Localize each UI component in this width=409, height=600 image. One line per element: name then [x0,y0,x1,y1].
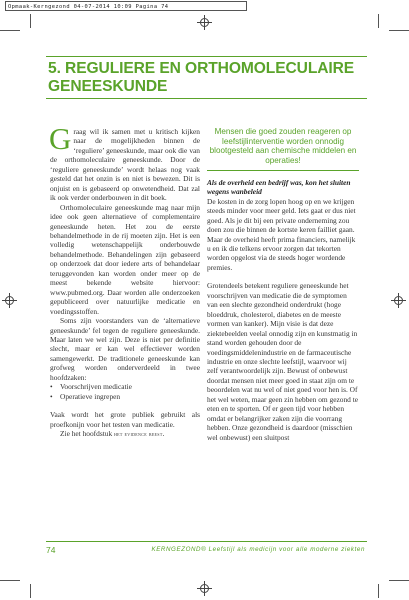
left-paragraph-3: Soms zijn voorstanders van de ‘alternatieve geneeskunde’ fel tegen de reguliere geneeskunde. Maar laten we wel zijn. Deze is niet per definitie slecht, maar er kan wel effectiever worden samengewerkt. De traditionele geneeskunde kan grofweg worden onderverdeeld in twee hoofdzaken: [50,316,200,382]
pull-quote: Mensen die goed zouden reageren op leefstijlinterventie worden onnodig blootgesteld aan chemische middelen en operaties! [207,127,359,171]
crop-mark-bottom-right-h [389,580,409,581]
left-paragraph-4: Vaak wordt het grote publiek gebruikt als proefkonijn voor het testen van medicatie. [50,410,200,429]
chapter-reference: het evidence beest [113,431,163,439]
right-paragraph-1: De kosten in de zorg lopen hoog op en we krijgen steeds minder voor meer geld. Iets gaat er dus niet goed. Als je dit bij een private onderneming zou doen zou die binnen de kortste keren failliet gaan. Maar de overheid heeft prima financiers, namelijk u en ik die telkens ervoor zorgen dat tekorten worden opgelost via de steeds hoger wordende premies. [207,196,356,272]
left-paragraph-5-end: . [162,429,165,439]
running-footer: KERNGEZOND® Leefstijl als medicijn voor alle moderne ziekten [151,546,365,553]
list-item-text: Operatieve ingrepen [60,391,121,401]
registration-mark-right [394,296,403,305]
right-column [207,127,359,442]
drop-cap: G [49,121,72,156]
left-paragraph-1 [49,121,200,203]
paragraph-gap [207,272,359,281]
section-lead: Als de overheid een bedrijf was, kon het sluiten wegens wanbeleid [207,177,351,197]
crop-mark-top-left-v [30,14,31,28]
crop-mark-bottom-right-v [378,584,379,598]
registration-mark-left [5,296,14,305]
crop-mark-top-right-v [378,14,379,28]
paragraph-gap [50,401,200,410]
crop-mark-top-left-h [0,30,20,31]
registration-mark-bottom [200,584,209,593]
chapter-title-line-2: GENEESKUNDE [48,78,168,95]
list-item [50,382,200,391]
bullet-symbol: • [50,391,53,401]
left-paragraph-2: Orthomoleculaire geneeskunde mag naar mijn idee ook geen alternatieve of complementaire geneeskunde heten. Het zou de eerste behandelmethode in de rij moeten zijn. Het is een volledig wetenschappelijk onderbouwde behandelmethode. Behandelingen zijn gebaseerd op onderzoek dat door iedere arts of behandelaar teruggevonden kan worden onder meer op de meest bekende website hiervoor: www.pubmed.org. Daar worden alle onderzoeken gepubliceerd over natuurlijke medicatie en voedingsstoffen. [50,202,200,316]
list-item [50,392,200,401]
crop-mark-bottom-left-v [30,584,31,598]
bullet-list [50,382,200,401]
crop-mark-top-right-h [389,30,409,31]
bullet-symbol: • [50,382,53,392]
left-paragraph-5-text: Zie het hoofdstuk [60,429,114,439]
footer-rule [46,541,367,542]
left-paragraph-5 [50,429,200,439]
right-paragraph-2: Grotendeels betekent reguliere geneeskunde het voorschrijven van medicatie die de symptomen van een slechte gezondheid onderdrukt (hoge bloeddruk, cholesterol, diabetes en de meeste vormen van kanker). Mijn visie is dat deze ziektebeelden veelal onnodig zijn en kunstmatig in stand worden gehouden door de voedingsmiddelenindustrie en de farmaceutische industrie en onze slechte leefstijl, waarvoor wij zelf verantwoordelijk zijn. Bewust of onbewust doordat mensen niet meer goed in staat zijn om te beoordelen wat nu wel of niet goed voor hen is. Of het wel weten, maar geen zin hebben om gezond te eten en te sporten. Of er geen tijd voor hebben omdat er belangrijker zaken zijn die voorrang hebben. Onze gezondheid is daardoor (misschien wel onbewust) een sluitpost [207,281,359,442]
left-column [49,121,200,440]
left-paragraph-1-text: raag wil ik samen met u kritisch kijken naar de mogelijkheden binnen de ‘reguliere’ geneeskunde, maar ook die van de orthomoleculaire geneeskunde. Door de ‘reguliere geneeskunde’ wordt helaas nog vaak gesteld dat het onzin is en niet is bewezen. Dit is onjuist en is gebaseerd op onwetendheid. Dat zal ik ook verder onderbouwen in dit boek. [50,127,200,203]
page-number: 74 [46,545,56,555]
chapter-title-line-1: 5. REGULIERE EN ORTHOMOLECULAIRE [48,60,355,77]
chapter-title [46,56,367,99]
registration-mark-top [200,18,209,27]
crop-mark-bottom-left-h [0,580,20,581]
list-item-text: Voorschrijven medicatie [60,382,132,392]
print-slug: Opmaak-Kerngezond 04-07-2014 10:09 Pagina 74 [5,1,247,11]
